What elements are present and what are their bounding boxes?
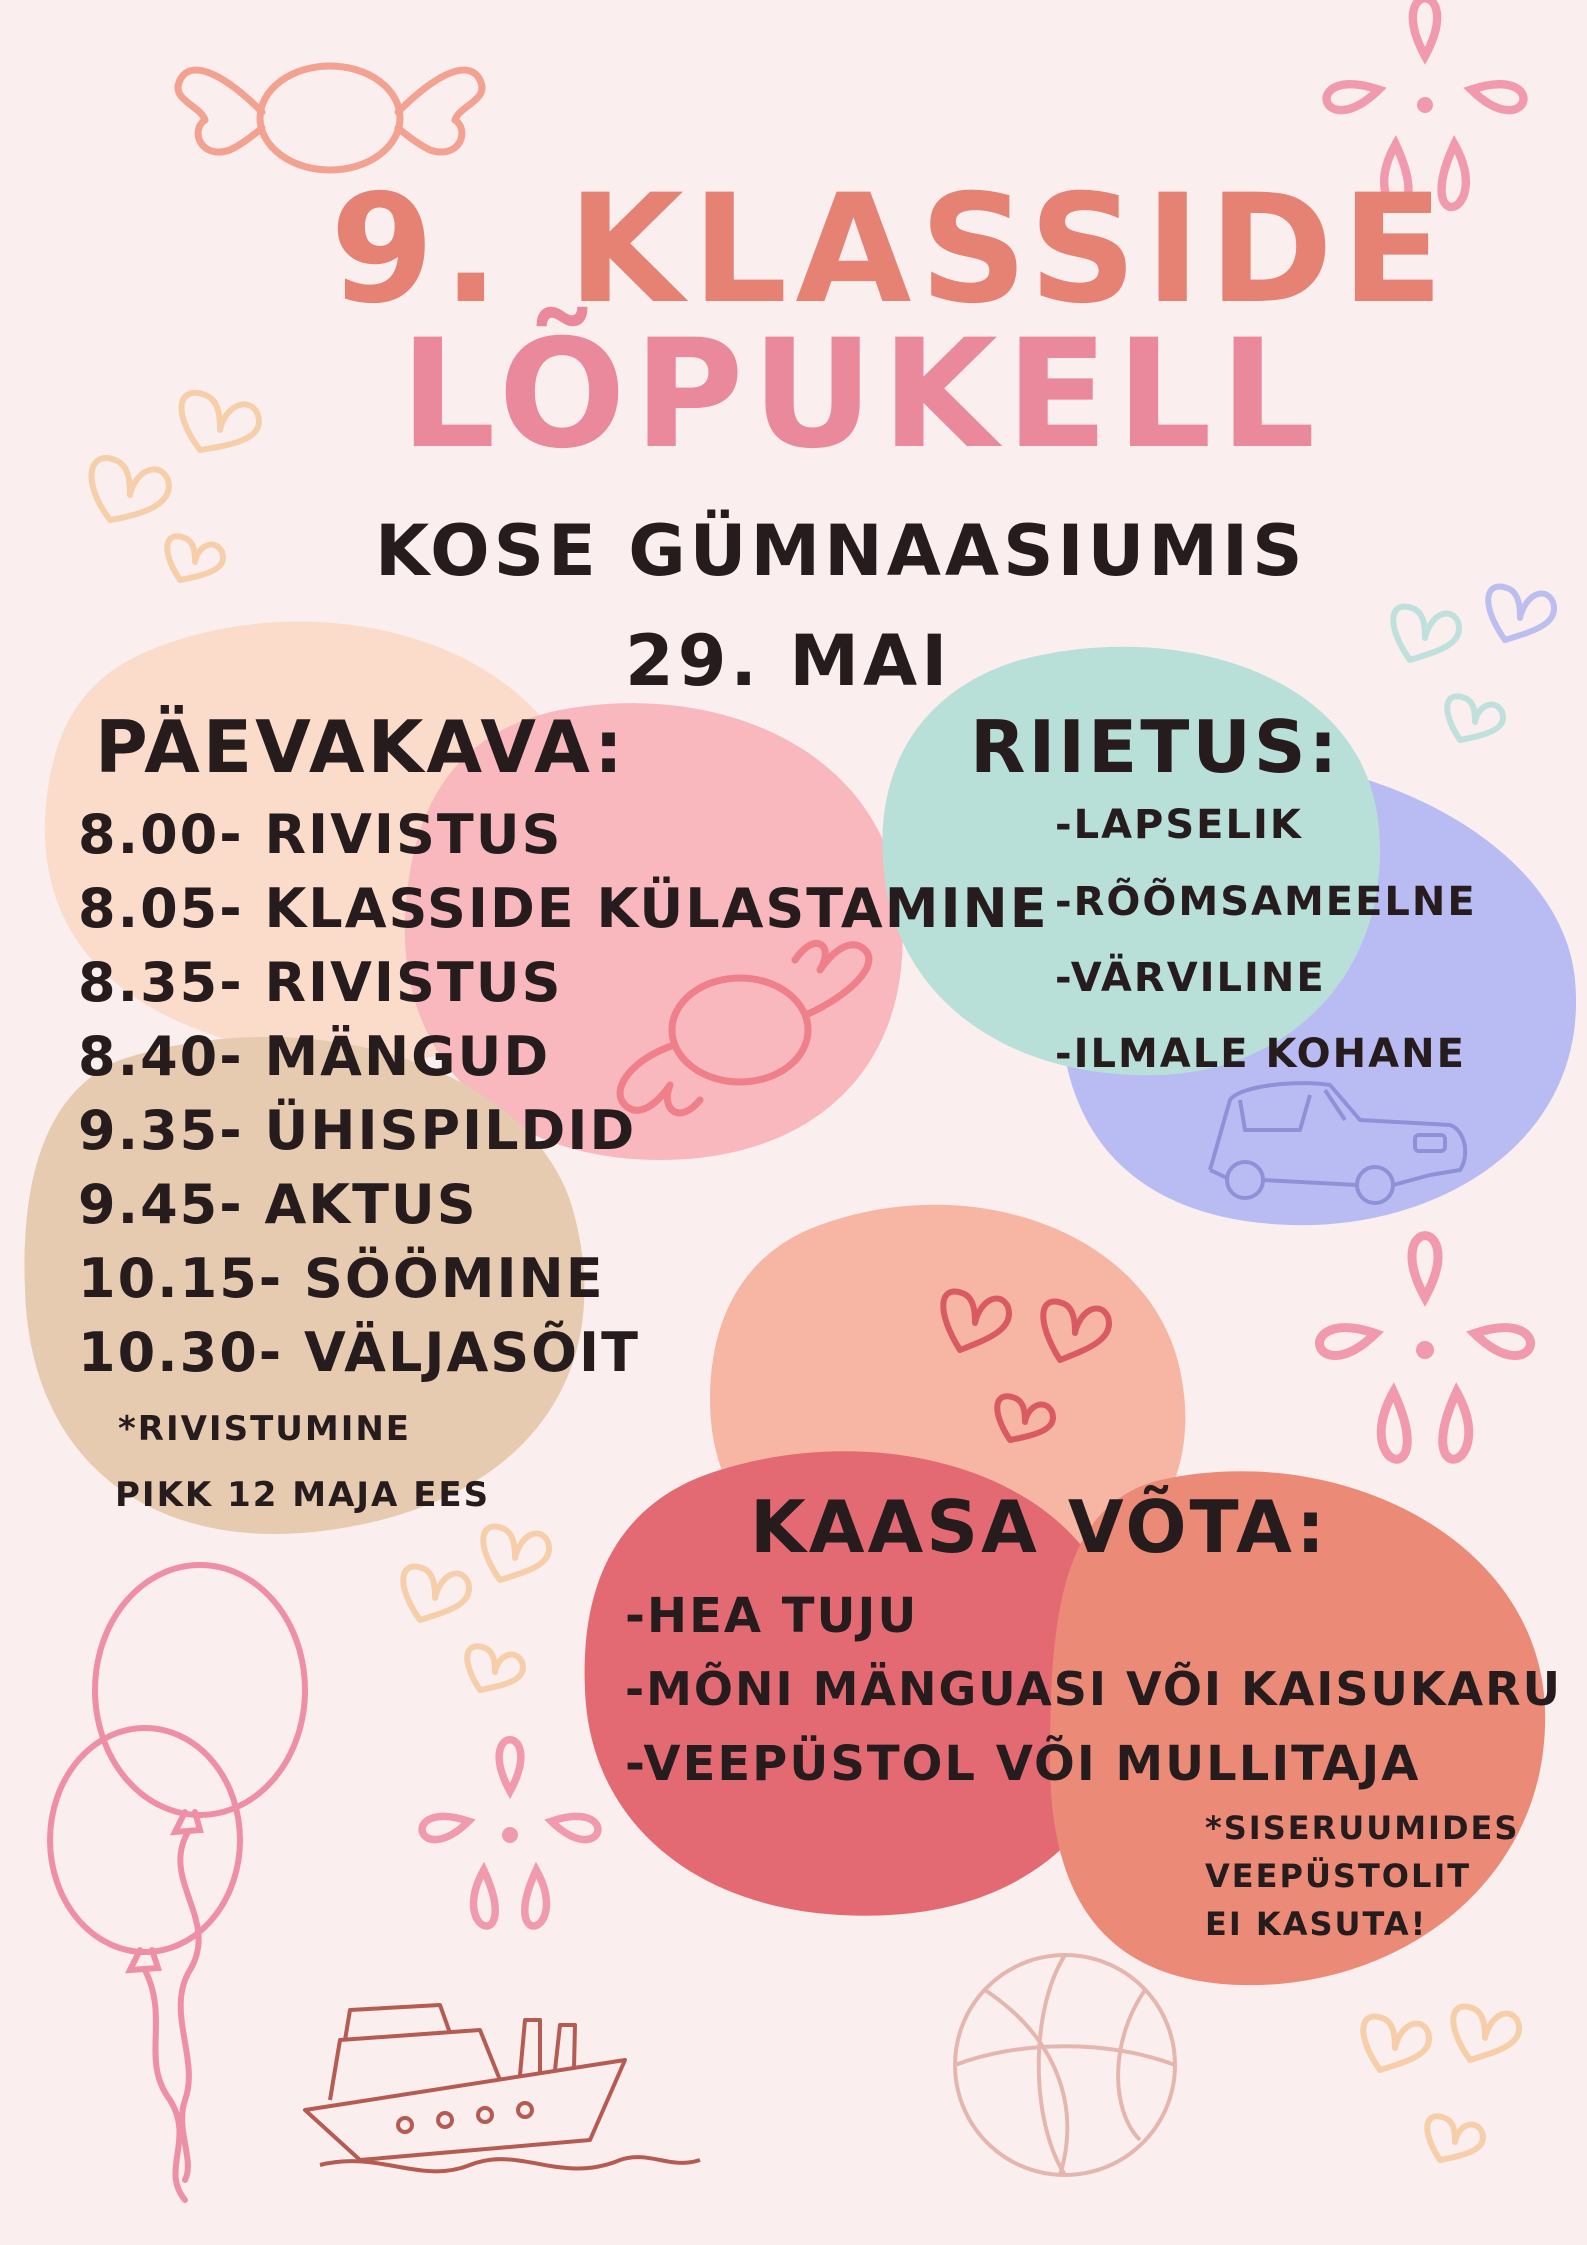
bring-note: EI KASUTA!	[1205, 1905, 1428, 1943]
dress-item: -RÕÕMSAMEELNE	[1055, 879, 1477, 925]
heart-icon	[1393, 607, 1503, 740]
dress-item: -LAPSELIK	[1055, 802, 1303, 848]
schedule-item: 8.05- KLASSIDE KÜLASTAMINE	[78, 877, 1049, 940]
schedule-item: 9.45- AKTUS	[78, 1173, 478, 1236]
balloon-icon	[50, 1565, 305, 2200]
flower-icon	[422, 1740, 598, 1926]
ball-icon	[955, 1955, 1175, 2175]
dress-heading: RIIETUS:	[970, 705, 1341, 789]
schedule-note: *RIVISTUMINE	[118, 1409, 412, 1449]
schedule-note: PIKK 12 MAJA EES	[115, 1475, 491, 1515]
bring-note: *SISERUUMIDES	[1205, 1809, 1520, 1847]
schedule-heading: PÄEVAKAVA:	[95, 705, 626, 789]
bring-item: -HEA TUJU	[625, 1588, 919, 1644]
schedule-item: 10.15- SÖÖMINE	[78, 1247, 605, 1310]
bring-item: -VEEPÜSTOL VÕI MULLITAJA	[625, 1736, 1421, 1792]
heart-icon	[91, 393, 258, 580]
title-line-2: LÕPUKELL	[400, 308, 1324, 482]
flower-icon	[1319, 1236, 1530, 1460]
schedule-item: 9.35- ÜHISPILDID	[78, 1099, 637, 1162]
candy-icon	[178, 66, 482, 170]
ship-icon	[305, 2005, 700, 2171]
heart-icon	[1363, 2007, 1519, 2160]
schedule-item: 8.40- MÄNGUD	[78, 1025, 551, 1088]
dress-item: -ILMALE KOHANE	[1055, 1031, 1466, 1077]
bring-item: -MÕNI MÄNGUASI VÕI KAISUKARU	[625, 1662, 1562, 1716]
schedule-item: 8.35- RIVISTUS	[78, 951, 563, 1014]
dress-item: -VÄRVILINE	[1055, 955, 1326, 1001]
heart-icon	[403, 1527, 549, 1690]
title-line-1: 9. KLASSIDE	[330, 163, 1452, 337]
date: 29. MAI	[625, 620, 952, 702]
bring-heading: KAASA VÕTA:	[750, 1485, 1328, 1569]
schedule-item: 10.30- VÄLJASÕIT	[78, 1321, 640, 1384]
schedule-item: 8.00- RIVISTUS	[78, 803, 563, 866]
venue: KOSE GÜMNAASIUMIS	[375, 510, 1307, 592]
heart-icon	[1488, 587, 1554, 640]
bring-note: VEEPÜSTOLIT	[1205, 1857, 1472, 1895]
